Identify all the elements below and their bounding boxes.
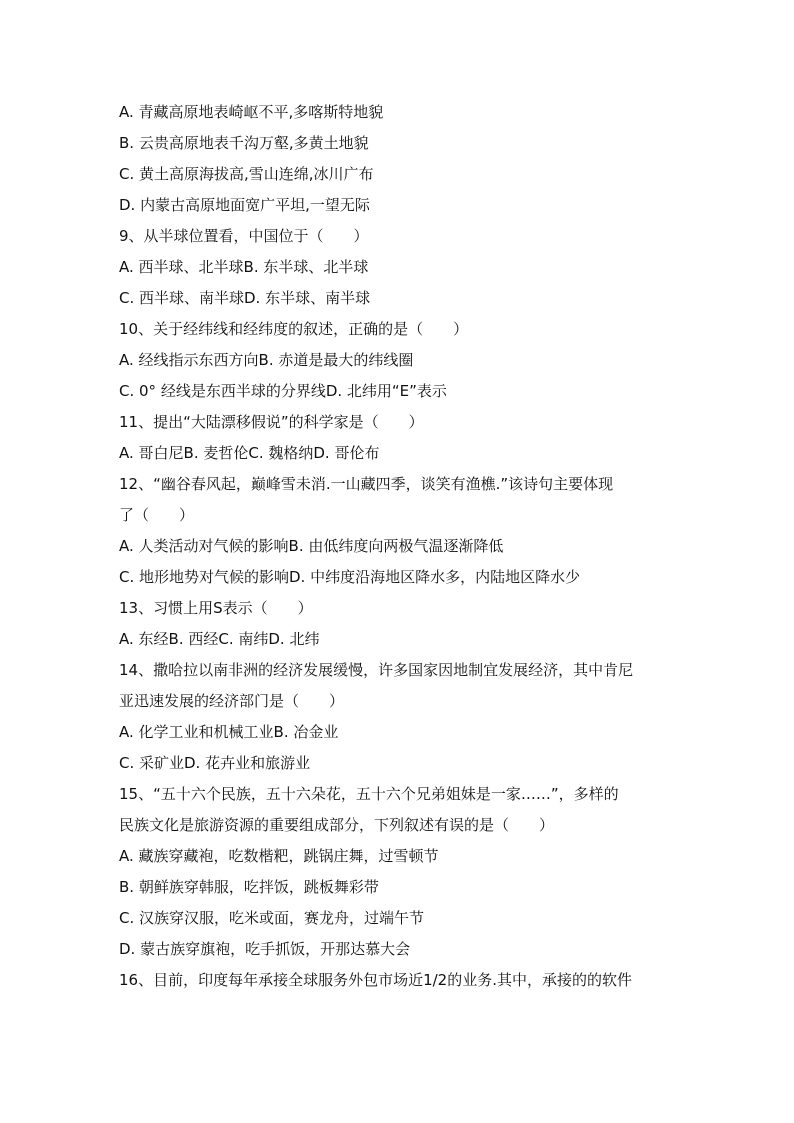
option-line: A. 藏族穿藏袍，吃数楷粑，跳锅庄舞，过雪顿节 — [119, 847, 439, 865]
option-line: C. 0° 经线是东西半球的分界线D. 北纬用“E”表示 — [119, 382, 447, 400]
question-line: 14、撒哈拉以南非洲的经济发展缓慢，许多国家因地制宜发展经济，其中肯尼 — [119, 661, 634, 679]
option-line: C. 汉族穿汉服，吃米或面，赛龙舟，过端午节 — [119, 909, 425, 927]
option-line: A. 经线指示东西方向B. 赤道是最大的纬线圈 — [119, 351, 414, 369]
option-line: A. 青藏高原地表崎岖不平,多喀斯特地貌 — [119, 103, 384, 121]
option-line: A. 东经B. 西经C. 南纬D. 北纬 — [119, 630, 320, 648]
option-line: C. 西半球、南半球D. 东半球、南半球 — [119, 289, 371, 307]
question-line: 16、目前，印度每年承接全球服务外包市场近1/2的业务.其中，承接的的软件 — [119, 971, 632, 989]
question-line: 民族文化是旅游资源的重要组成部分，下列叙述有误的是（ ） — [119, 816, 555, 834]
option-line: C. 地形地势对气候的影响D. 中纬度沿海地区降水多，内陆地区降水少 — [119, 568, 581, 586]
question-line: 13、习惯上用S表示（ ） — [119, 599, 313, 617]
question-line: 15、“五十六个民族，五十六朵花，五十六个兄弟姐妹是一家……”，多样的 — [119, 785, 619, 803]
question-line: 12、“幽谷春风起，巅峰雪未消.一山藏四季，谈笑有渔樵.”该诗句主要体现 — [119, 475, 614, 493]
question-line: 11、提出“大陆漂移假说”的科学家是（ ） — [119, 413, 424, 431]
option-line: A. 化学工业和机械工业B. 冶金业 — [119, 723, 339, 741]
option-line: C. 采矿业D. 花卉业和旅游业 — [119, 754, 311, 772]
option-line: A. 人类活动对气候的影响B. 由低纬度向两极气温逐渐降低 — [119, 537, 504, 555]
option-line: B. 朝鲜族穿韩服，吃拌饭，跳板舞彩带 — [119, 878, 379, 896]
question-line: 了（ ） — [119, 506, 195, 524]
option-line: B. 云贵高原地表千沟万壑,多黄土地貌 — [119, 134, 369, 152]
option-line: A. 西半球、北半球B. 东半球、北半球 — [119, 258, 369, 276]
question-line: 9、从半球位置看，中国位于（ ） — [119, 227, 369, 245]
question-line: 10、关于经纬线和经纬度的叙述，正确的是（ ） — [119, 320, 469, 338]
question-line: 亚迅速发展的经济部门是（ ） — [119, 692, 345, 710]
option-line: A. 哥白尼B. 麦哲伦C. 魏格纳D. 哥伦布 — [119, 444, 380, 462]
option-line: D. 内蒙古高原地面宽广平坦,一望无际 — [119, 196, 370, 214]
option-line: D. 蒙古族穿旗袍，吃手抓饭，开那达慕大会 — [119, 940, 411, 958]
option-line: C. 黄土高原海拔高,雪山连绵,冰川广布 — [119, 165, 374, 183]
